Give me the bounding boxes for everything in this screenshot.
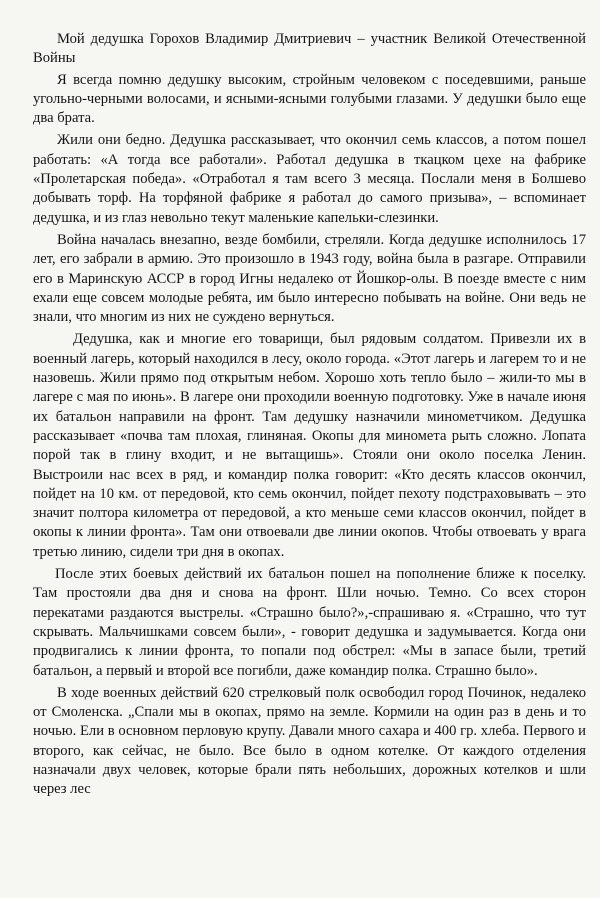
- paragraph-work: Жили они бедно. Дедушка рассказывает, что окончил семь классов, а потом пошел работать: «А тогда все работали». Работал дедушка в ткацком цехе на фабрике «Пролетарская победа». «Отработал я там всего 3 месяца. Послали меня в Болшево добывать торф. На торфяной фабрике я работал до самого призыва», – вспоминает дедушка, и из глаз невольно текут маленькие капельки-слезинки.: [33, 132, 586, 226]
- paragraph-childhood: Я всегда помню дедушку высоким, стройным человеком с поседевшими, раньше угольно-черными волосами, и ясными-ясными голубыми глазами. У дедушки было еще два брата.: [33, 71, 586, 127]
- document-title: Мой дедушка Горохов Владимир Дмитриевич – участник Великой Отечественной Войны: [33, 31, 586, 67]
- paragraph-front: После этих боевых действий их батальон пошел на пополнение ближе к поселку. Там простояли два дня и снова на фронт. Шли ночью. Темно. Со всех сторон перекатами раздаются выстрелы. «Страшно было?»,-спрашиваю я. «Страшно, что тут скрывать. Мальчишками совсем были», - говорит дедушка и задумывается. Когда они продвигались к линии фронта, то попали под обстрел: «Мы в запасе были, третий батальон, а первый и второй все погибли, даже командир полка. Страшно было».: [33, 566, 586, 679]
- paragraph-war-start: Война началась внезапно, везде бомбили, стреляли. Когда дедушке исполнилось 17 лет, его забрали в армию. Это произошло в 1943 году, война была в разгаре. Отправили его в Маринскую АССР в город Игны недалеко от Йошкор-олы. В поезде вместе с ним ехали еще совсем молодые ребята, им было интересно побывать на войне. Они ведь не знали, что многим из них не суждено вернуться.: [33, 231, 586, 326]
- paragraph-camp: Дедушка, как и многие его товарищи, был рядовым солдатом. Привезли их в военный лагерь, который находился в лесу, около города. «Этот лагерь и лагерем то и не назовешь. Жили прямо под открытым небом. Хорошо хоть тепло было – жили-то мы в лагере с мая по июнь». В лагере они проходили военную подготовку. Уже в начале июня их батальон направили на фронт. Там дедушку назначили минометчиком. Дедушка рассказывает «почва там плохая, глиняная. Окопы для миномета рыть сложно. Лопата порой так в глину входит, и не вытащишь». Стояли они около поселка Ленин. Выстроили нас всех в ряд, и командир полка говорит: «Кто десять классов окончил, пойдет на 10 км. от передовой, кто семь окончил, пойдет пехоту подстраховывать – это значит полтора километра от передовой, а кто меньше семи классов окончил, пойдет в окопы к линии фронта». Там они отвоевали две линии окопов. Чтобы отвоевать у врага третью линию, сидели три дня в окопах.: [33, 331, 586, 560]
- paragraph-pochinok: В ходе военных действий 620 стрелковый полк освободил город Починок, недалеко от Смоленска. „Спали мы в окопах, прямо на земле. Кормили на один раз в день и то ночью. Ели в основном перловую крупу. Давали много сахара и 400 гр. хлеба. Первого и второго, как сейчас, не было. Все было в одном котелке. От каждого отделения назначали двух человек, которые брали пять небольших, дорожных котелков и шли через лес: [33, 684, 586, 798]
